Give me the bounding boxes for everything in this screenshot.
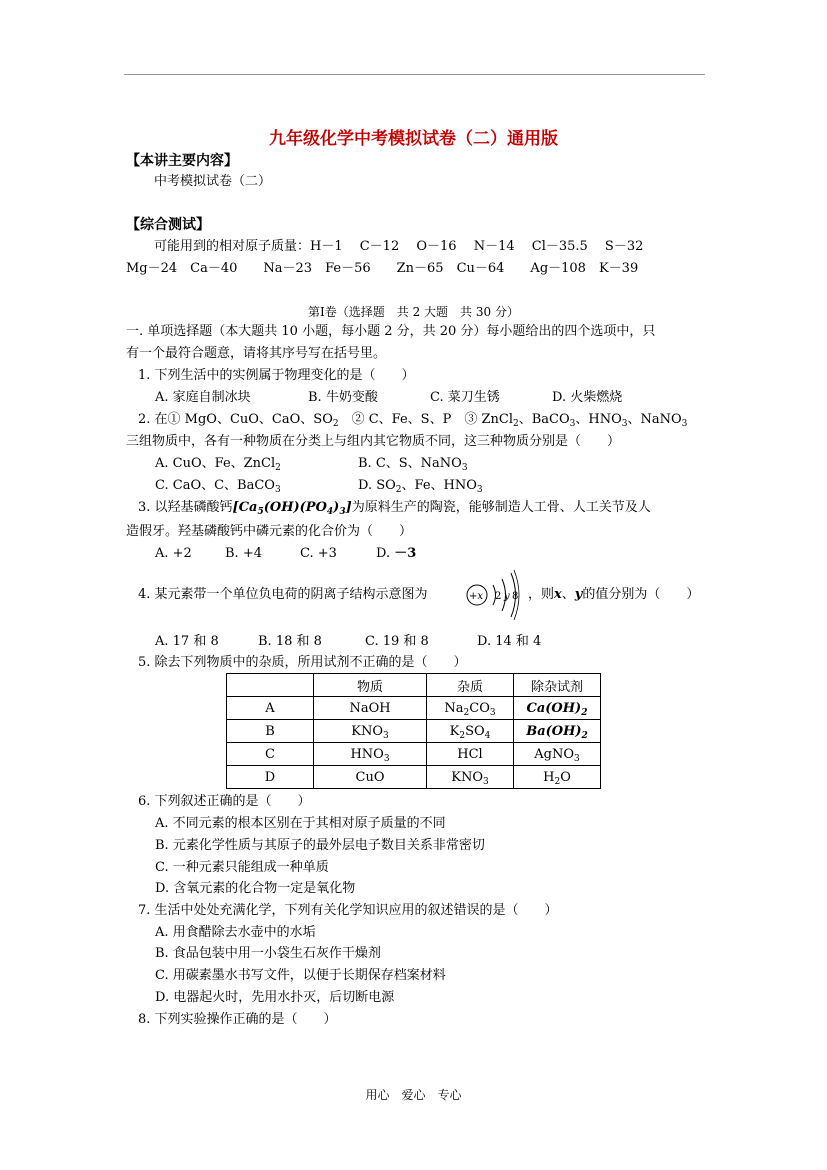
reagent-cell: $H_2O$ — [514, 766, 601, 789]
q6-option-a: A. 不同元素的根本区别在于其相对原子质量的不同 — [155, 816, 446, 831]
q7-option-a: A. 用食醋除去水壶中的水垢 — [155, 925, 316, 940]
atomic-mass-line-1: 可能用到的相对原子质量：H－1 C－12 O－16 N－14 Cl－35.5 S－32 — [154, 239, 644, 254]
q2-stem-line-1: 2. 在① MgO、CuO、CaO、$SO_2$ ② C、Fe、S、P ③ ZnCl$_2$、BaCO$_3$、$HNO_3$、NaNO$_3$ — [138, 412, 688, 429]
q5-stem: 5. 除去下列物质中的杂质，所用试剂不正确的是（ ） — [138, 655, 467, 670]
impurity-cell: $K_2SO_4$ — [427, 720, 514, 743]
main-content-text: 中考模拟试卷（二） — [154, 174, 272, 189]
part1-instruction-1: 一. 单项选择题（本大题共 10 小题，每小题 2 分，共 20 分）每小题给出的四个选项中，只 — [126, 324, 656, 339]
impurity-cell: $Na_2CO_3$ — [427, 697, 514, 720]
q1-stem: 1. 下列生活中的实例属于物理变化的是（ ） — [138, 368, 415, 383]
q1-option-a: A. 家庭自制冰块 — [155, 390, 251, 405]
q3-stem-line-1: 3. 以羟基磷酸钙$[Ca_5(OH)(PO_4)_3]$为原料生产的陶瓷，能够制造人工骨、人工关节及人 — [138, 500, 651, 517]
q3-option-b: B. +4 — [225, 546, 262, 561]
q1-option-b: B. 牛奶变酸 — [308, 390, 378, 405]
substance-cell: NaOH — [314, 697, 427, 720]
q7-option-c: C. 用碳素墨水书写文件，以便于长期保存档案材料 — [155, 968, 446, 983]
diagram-shell-1: 2 — [495, 591, 502, 602]
substance-cell: $HNO_3$ — [314, 743, 427, 766]
row-label: C — [227, 743, 314, 766]
q5-table — [226, 673, 601, 789]
q2-option-d: D. $SO_2$、Fe、$HNO_3$ — [358, 478, 483, 495]
q7-option-b: B. 食品包装中用一小袋生石灰作干燥剂 — [155, 946, 381, 961]
atom-structure-diagram — [462, 565, 526, 625]
q3-formula: $[Ca_5(OH)(PO_4)_3]$ — [232, 500, 352, 517]
q2-option-a: A. CuO、Fe、ZnCl$_2$ — [155, 456, 281, 473]
table-row — [227, 697, 601, 720]
diagram-nucleus-label: +x — [469, 591, 484, 602]
header-rule — [124, 74, 705, 75]
q1-option-c: C. 菜刀生锈 — [430, 390, 500, 405]
q6-option-b: B. 元素化学性质与其原子的最外层电子数目关系非常密切 — [155, 838, 485, 853]
main-content-heading: 【本讲主要内容】 — [126, 153, 238, 169]
row-label: D — [227, 766, 314, 789]
q7-stem: 7. 生活中处处充满化学，下列有关化学知识应用的叙述错误的是（ ） — [138, 903, 558, 918]
substance-cell: $KNO_3$ — [314, 720, 427, 743]
q4-option-d: D. 14 和 4 — [477, 634, 542, 649]
page-footer: 用心 爱心 专心 — [365, 1088, 462, 1102]
q1-option-d: D. 火柴燃烧 — [552, 390, 623, 405]
q4-option-b: B. 18 和 8 — [258, 634, 322, 649]
table-header-cell: 杂质 — [427, 674, 514, 697]
part1-heading: 第Ⅰ卷（选择题 共 2 大题 共 30 分） — [308, 305, 519, 319]
table-header-row — [227, 674, 601, 697]
q2-stem-line-2: 三组物质中，各有一种物质在分类上与组内其它物质不同，这三种物质分别是（ ） — [126, 434, 621, 449]
substance-cell: CuO — [314, 766, 427, 789]
table-row — [227, 743, 601, 766]
reagent-cell: $Ca(OH)_2$ — [514, 697, 601, 720]
test-heading: 【综合测试】 — [126, 217, 210, 233]
diagram-shell-2: y — [504, 591, 510, 602]
q3-option-a: A. +2 — [155, 546, 192, 561]
q6-option-d: D. 含氧元素的化合物一定是氧化物 — [155, 881, 356, 896]
q4-stem-prefix: 4. 某元素带一个单位负电荷的阴离子结构示意图为 — [138, 587, 428, 602]
table-header-cell — [227, 674, 314, 697]
q6-option-c: C. 一种元素只能组成一种单质 — [155, 860, 329, 875]
diagram-shell-3: 8 — [512, 591, 519, 602]
impurity-cell: $KNO_3$ — [427, 766, 514, 789]
reagent-cell: AgNO$_3$ — [514, 743, 601, 766]
row-label: A — [227, 697, 314, 720]
q2-option-b: B. C、S、NaNO$_3$ — [358, 456, 468, 473]
q6-stem: 6. 下列叙述正确的是（ ） — [138, 794, 311, 809]
table-row — [227, 766, 601, 789]
q3-stem-line-2: 造假牙。羟基磷酸钙中磷元素的化合价为（ ） — [126, 524, 413, 539]
q4-option-c: C. 19 和 8 — [365, 634, 429, 649]
q8-stem: 8. 下列实验操作正确的是（ ） — [138, 1012, 337, 1027]
atomic-mass-line-2: Mg－24 Ca－40 Na－23 Fe－56 Zn－65 Cu－64 Ag－108 K－39 — [126, 261, 639, 276]
table-header-cell: 除杂试剂 — [514, 674, 601, 697]
q4-option-a: A. 17 和 8 — [155, 634, 219, 649]
q4-stem-suffix: ，则x、y的值分别为（ ） — [528, 587, 700, 602]
page-title: 九年级化学中考模拟试卷（二）通用版 — [269, 129, 558, 149]
reagent-cell: $Ba(OH)_2$ — [514, 720, 601, 743]
table-header-cell: 物质 — [314, 674, 427, 697]
table-row — [227, 720, 601, 743]
row-label: B — [227, 720, 314, 743]
impurity-cell: HCl — [427, 743, 514, 766]
q7-option-d: D. 电器起火时，先用水扑灭，后切断电源 — [155, 990, 395, 1005]
q3-option-d: D. －3 — [376, 546, 417, 561]
q3-option-c: C. +3 — [300, 546, 337, 561]
q2-option-c: C. CaO、C、BaCO$_3$ — [155, 478, 281, 495]
part1-instruction-2: 有一个最符合题意，请将其序号写在括号里。 — [126, 346, 387, 361]
